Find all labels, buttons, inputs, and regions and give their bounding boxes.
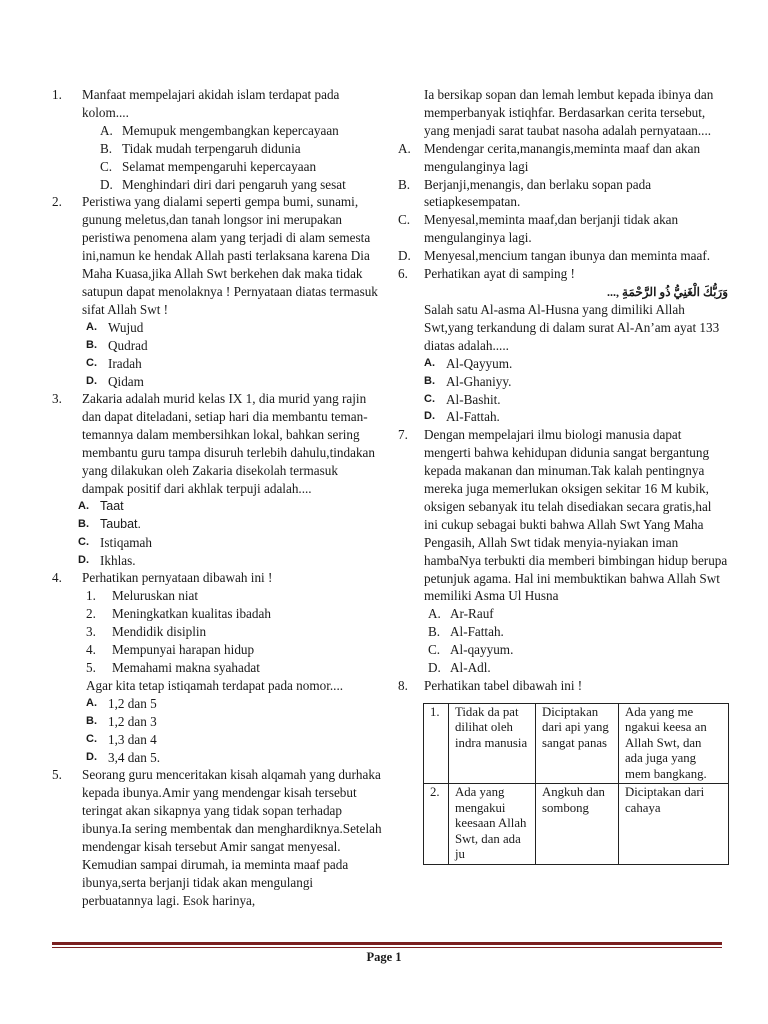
table-cell: 1.: [424, 703, 449, 784]
question-3: [52, 390, 382, 497]
table-row: [424, 703, 729, 784]
table-cell: 2.: [424, 784, 449, 865]
list-item: 2. Meningkatkan kualitas ibadah: [86, 606, 271, 622]
option: D. Menyesal,mencium tangan ibunya dan meminta maaf.: [398, 248, 711, 264]
question-number: 4.: [52, 570, 62, 586]
option: B. 1,2 dan 3: [86, 713, 157, 729]
question-number: 5.: [52, 767, 62, 783]
question-number: 2.: [52, 194, 62, 210]
option: A. Mendengar cerita,manangis,meminta maaf dan akan mengulanginya lagi: [398, 140, 701, 174]
arabic-verse: وَرَبُّكَ الْغَنِيُّ ذُو الرَّحْمَةِ ,...: [607, 284, 728, 299]
right-column: [398, 86, 728, 865]
footer-rule-thin: [52, 947, 722, 948]
option: D. Al-Adl.: [428, 660, 491, 676]
option: C. Iradah: [86, 355, 142, 371]
option: D. Ikhlas.: [78, 552, 136, 568]
table-cell: Tidak da pat dilihat oleh indra manusia: [449, 703, 536, 784]
question-4: [52, 569, 382, 587]
question-text: Salah satu Al-asma Al-Husna yang dimiliki Allah Swt,yang terkandung di dalam surat Al-An’am ayat 133 diatas adalah.....: [424, 301, 720, 353]
question-6: [398, 265, 728, 283]
list-item: 3. Mendidik disiplin: [86, 624, 207, 640]
option: D. Menghindari diri dari pengaruh yang sesat: [100, 176, 346, 192]
option: B. Al-Fattah.: [428, 624, 504, 640]
option: B. Tidak mudah terpengaruh didunia: [100, 140, 301, 156]
option: A. Ar-Rauf: [428, 606, 494, 622]
table-cell: Ada yang me ngakui keesa an Allah Swt, dan ada juga yang mem bangkang.: [619, 703, 729, 784]
option: C. Selamat mempengaruhi kepercayaan: [100, 158, 317, 174]
option: B. Taubat.: [78, 516, 142, 531]
question-number: 7.: [398, 427, 408, 443]
option: B. Qudrad: [86, 337, 148, 353]
question-8: [398, 677, 728, 695]
question-number: 8.: [398, 678, 408, 693]
option: C. Menyesal,meminta maaf,dan berjanji tidak akan mengulanginya lagi.: [398, 212, 679, 246]
left-column: [52, 86, 382, 910]
question-number: 3.: [52, 391, 62, 407]
question-stem: Agar kita tetap istiqamah terdapat pada nomor....: [86, 677, 344, 693]
question-text: Dengan mempelajari ilmu biologi manusia dapat mengerti bahwa kehidupan didunia sangat bergantung kepada makanan dan minuman.Tak kalah pentingnya mereka juga memerlukan oksigen sekitar 16 M kubik, oksigen sebanyak itu telah disediakan secara gratis,hal ini cukup sebagai bukti bahwa Allah Swt Yang Maha Pengasih, Allah Swt tidak menyia-nyiakan iman hambaNya terbukti dia memberi bimbingan hidup berupa petunjuk agama. Hal ini membuktikan bahwa Allah Swt memiliki Asma Ul Husna: [424, 427, 728, 604]
question-number: 1.: [52, 87, 62, 102]
table-row: [424, 784, 729, 865]
option: A. Taat: [78, 498, 124, 513]
list-item: 5. Memahami makna syahadat: [86, 660, 260, 675]
option: C. Al-qayyum.: [428, 642, 514, 658]
list-item: 1. Meluruskan niat: [86, 588, 199, 604]
question-5: [52, 766, 382, 909]
table-cell: Diciptakan dari cahaya: [619, 784, 729, 865]
option: D. Qidam: [86, 373, 144, 389]
table-cell: Ada yang mengakui keesaan Allah Swt, dan ada ju: [449, 784, 536, 865]
question-text: Seorang guru menceritakan kisah alqamah yang durhaka kepada ibunya.Amir yang mendengar kisah tersebut teringat akan sikapnya yang tidak sopan terhadap ibunya.Ia sering membentak dan menghardiknya.Setelah mendengar kisah tersebut Amir sangat menyesal. Kemudian sampai dirumah, ia meminta maaf pada ibunya,serta berjanji tidak akan mengulangi perbuatannya lagi. Esok harinya,: [82, 767, 382, 908]
footer-rule: [52, 942, 722, 945]
option: D. 3,4 dan 5.: [86, 749, 161, 765]
question-text: Perhatikan pernyataan dibawah ini !: [82, 570, 273, 586]
question-text: Zakaria adalah murid kelas IX 1, dia murid yang rajin dan dapat diteladani, setiap hari dia membantu teman-temannya dalam membersihkan lokal, bahkan sering membantu guru tampa disuruh terlebih dahulu,tindakan yang dilakukan oleh Zakaria disekolah termasuk dampak positif dari akhlak terpuji adalah....: [82, 391, 375, 496]
option: B. Al-Ghaniyy.: [424, 373, 512, 389]
question-text: Manfaat mempelajari akidah islam terdapat pada kolom....: [82, 87, 340, 120]
option: D. Al-Fattah.: [424, 409, 500, 425]
question-7: [398, 426, 728, 605]
option: A. Memupuk mengembangkan kepercayaan: [100, 122, 339, 138]
question-text: Peristiwa yang dialami seperti gempa bumi, sunami, gunung meletus,dan tanah longsor ini merupakan peristiwa penomena alam yang terjadi di alam semesta ini,namun ke hendak Allah pasti terlaksana karena Dia Maha Kuasa,jika Allah Swt berkehen dak maka tidak satupun dapat menolaknya ! Pernyataan diatas termasuk sifat Allah Swt !: [82, 194, 378, 317]
option: A. Wujud: [86, 319, 144, 335]
question-text: Perhatikan ayat di samping !: [424, 266, 575, 282]
option: B. Berjanji,menangis, dan berlaku sopan pada setiapkesempatan.: [398, 176, 652, 210]
table-cell: Diciptakan dari api yang sangat panas: [536, 703, 619, 784]
table-cell: Angkuh dan sombong: [536, 784, 619, 865]
question-text: Perhatikan tabel dibawah ini !: [424, 678, 583, 693]
option: A. Al-Qayyum.: [424, 355, 513, 371]
question-number: 6.: [398, 266, 408, 282]
option: C. Al-Bashit.: [424, 391, 501, 407]
list-item: 4. Mempunyai harapan hidup: [86, 642, 255, 658]
question-5-continued: Ia bersikap sopan dan lemah lembut kepada ibinya dan memperbanyak istiqhfar. Berdasarkan cerita tersebut, yang menjadi sarat taubat nasoha adalah pernyataan....: [424, 87, 714, 138]
question-8-table: [423, 703, 729, 865]
page-number: Page 1: [366, 950, 402, 964]
question-2: [52, 193, 382, 318]
option: C. 1,3 dan 4: [86, 731, 157, 747]
option: A. 1,2 dan 5: [86, 695, 157, 711]
question-1: [52, 86, 382, 122]
option: C. Istiqamah: [78, 534, 153, 550]
